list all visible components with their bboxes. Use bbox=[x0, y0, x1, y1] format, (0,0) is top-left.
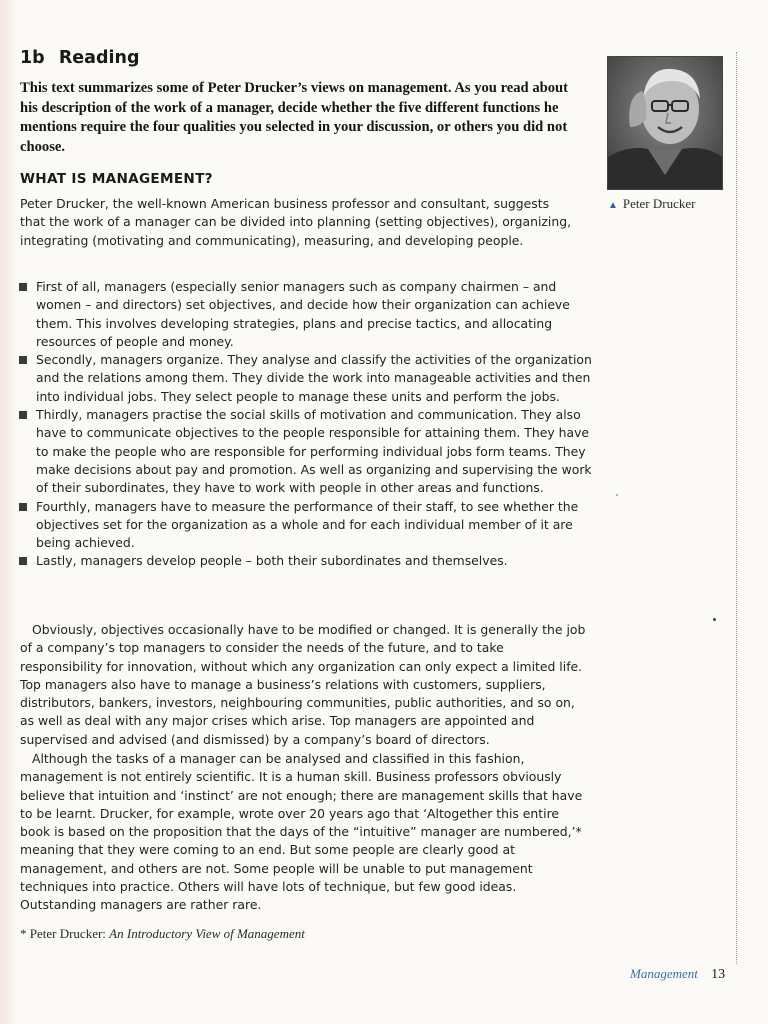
photo-caption bbox=[608, 196, 695, 212]
list-item bbox=[18, 552, 598, 570]
page-number: 13 bbox=[711, 967, 726, 982]
page-footer bbox=[630, 966, 725, 983]
print-speck bbox=[616, 494, 618, 496]
list-item bbox=[18, 406, 598, 497]
reading-instructions: This text summarizes some of Peter Drucker’s views on management. As you read about his description of the work of a manager, decide whether the five different functions he mentions require the four qualities you selected in your discussion, or others you did not choose. bbox=[20, 80, 569, 155]
section-heading bbox=[20, 48, 139, 68]
margin-rule bbox=[736, 52, 737, 964]
section-title: Reading bbox=[58, 48, 140, 68]
footnote-prefix: * Peter Drucker: bbox=[20, 926, 110, 941]
body-paragraph: Obviously, objectives occasionally have to be modified or changed. It is generally the job of a company’s top managers to consider the needs of the future, and to take responsibility for innovation, without which any organization can only expect a limited life. Top managers also have to manage a business’s relations with customers, suppliers, distributors, bankers, investors, neighbouring communities, public authorities, and so on, as well as deal with any major crises which arise. Top managers are appointed and supervised and advised (and dismissed) by a company’s board of directors. bbox=[20, 622, 586, 747]
footnote bbox=[20, 926, 305, 942]
list-item-text: Fourthly, managers have to measure the performance of their staff, to see whether the objectives set for the organization as a whole and for each individual member of it are being achieved. bbox=[36, 498, 579, 551]
bullet-square-icon bbox=[19, 283, 27, 291]
portrait-photo bbox=[607, 56, 723, 190]
bullet-square-icon bbox=[19, 557, 27, 565]
list-item-text: Thirdly, managers practise the social skills of motivation and communication. They also have to communicate objectives to the people responsible for attaining them. They have to make the people who are responsible for performing individual jobs form teams. They make decisions about pay and promotion. As well as organizing and supervising the work of their subordinates, they have to work with people in other areas and functions. bbox=[36, 407, 592, 496]
bullet-square-icon bbox=[19, 356, 27, 364]
section-number: 1b bbox=[20, 48, 45, 68]
running-title: Management bbox=[630, 966, 698, 981]
footnote-book-title: An Introductory View of Management bbox=[109, 926, 305, 941]
triangle-up-icon: ▲ bbox=[608, 200, 618, 211]
list-item-text: First of all, managers (especially senior managers such as company chairmen – and women – and directors) set objectives, and decide how their organization can achieve them. This involves developing strategies, plans and precise tactics, and allocating resources of people and money. bbox=[36, 279, 570, 349]
portrait-image bbox=[608, 57, 722, 189]
article-heading: WHAT IS MANAGEMENT? bbox=[20, 171, 213, 187]
caption-text: Peter Drucker bbox=[622, 196, 696, 211]
list-item bbox=[18, 351, 598, 406]
body-paragraph: Although the tasks of a manager can be analysed and classified in this fashion, management is not entirely scientific. It is a human skill. Business professors obviously believe that intuition and ‘instinct’ are not enough; there are management skills that have to be learnt. Drucker, for example, wrote over 20 years ago that ‘Altogether this entire book is based on the proposition that the days of the “intuitive” manager are numbered,’* meaning that they were coming to an end. But some people are clearly good at management, and others are not. Some people will be unable to put management techniques into practice. Others will have lots of technique, but few good ideas. Outstanding managers are rather rare. bbox=[20, 751, 583, 913]
list-item-text: Lastly, managers develop people – both their subordinates and themselves. bbox=[36, 553, 508, 569]
bullet-square-icon bbox=[19, 503, 27, 511]
management-functions-list bbox=[18, 278, 598, 571]
list-item bbox=[18, 278, 598, 351]
list-item-text: Secondly, managers organize. They analyse and classify the activities of the organization and the relations among them. They divide the work into manageable activities and then into individual jobs. They select people to manage these units and perform the jobs. bbox=[36, 352, 592, 404]
print-speck bbox=[713, 618, 716, 621]
lead-paragraph: Peter Drucker, the well-known American business professor and consultant, suggests that the work of a manager can be divided into planning (setting objectives), organizing, integrating (motivating and communicating), measuring, and developing people. bbox=[20, 196, 572, 248]
bullet-square-icon bbox=[19, 411, 27, 419]
list-item bbox=[18, 498, 598, 553]
